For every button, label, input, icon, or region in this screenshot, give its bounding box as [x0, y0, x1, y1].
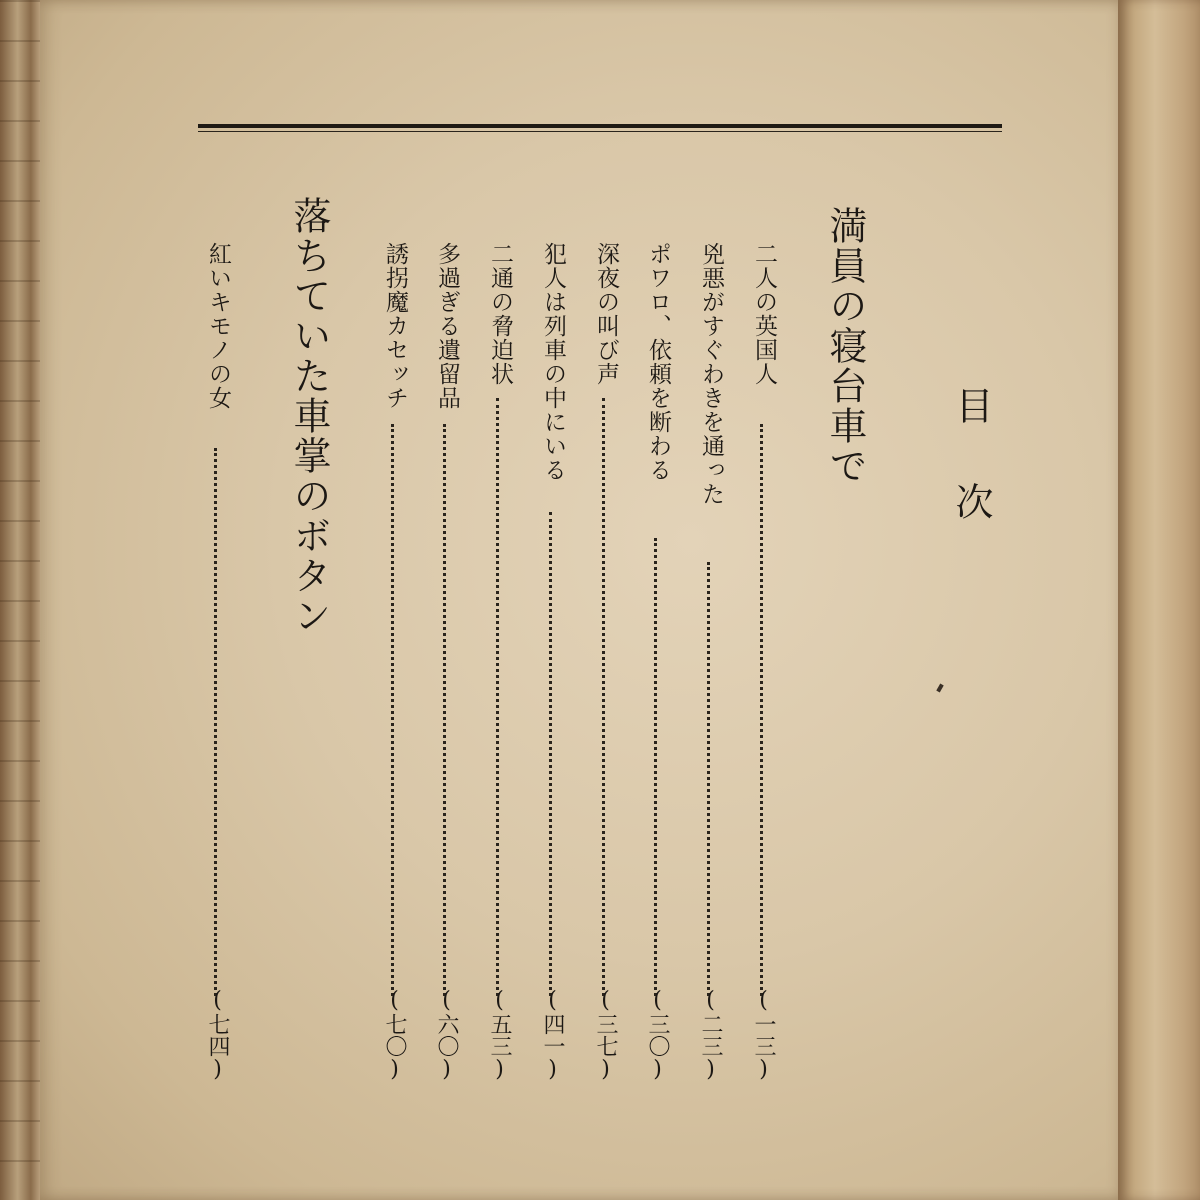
toc-entry[interactable]	[431, 242, 460, 1082]
leader-dots	[496, 398, 499, 996]
toc-entry[interactable]	[695, 242, 724, 1082]
leader-dots	[549, 512, 552, 996]
entry-label: 深夜の叫び声	[593, 242, 619, 386]
toc-entry[interactable]	[642, 242, 671, 1082]
leader-dots	[443, 424, 446, 996]
entry-label: 二人の英国人	[751, 242, 777, 386]
entry-page-number: (七四)	[205, 988, 230, 1082]
entry-label: 二通の脅迫状	[487, 242, 513, 386]
section-title: 満員の寝台車で	[823, 206, 867, 486]
toc-entry[interactable]	[202, 242, 231, 1082]
top-rule	[198, 124, 1002, 128]
book-left-edge	[0, 0, 44, 1200]
toc-entry[interactable]	[748, 242, 777, 1082]
entry-page-number: (三七)	[593, 988, 618, 1082]
toc-entry[interactable]	[484, 242, 513, 1082]
section-title: 落ちていた車掌のボタン	[287, 196, 331, 636]
entry-page-number: (四一)	[540, 988, 565, 1082]
entry-label: 兇悪がすぐわきを通った	[698, 242, 724, 506]
entry-page-number: (一三)	[751, 988, 776, 1082]
leader-dots	[707, 562, 710, 996]
leader-dots	[654, 538, 657, 996]
entry-label: ポワロ、依頼を断わる	[645, 242, 671, 482]
leader-dots	[391, 424, 394, 996]
entry-page-number: (五三)	[487, 988, 512, 1082]
top-rule-thin	[198, 131, 1002, 132]
entry-label: 誘拐魔カセッチ	[382, 242, 408, 410]
entry-page-number: (二三)	[698, 988, 723, 1082]
book-right-edge	[1118, 0, 1200, 1200]
toc-entry[interactable]	[537, 242, 566, 1082]
leader-dots	[602, 398, 605, 996]
toc-title: 目次	[949, 386, 993, 578]
toc-entry[interactable]	[590, 242, 619, 1082]
entry-label: 紅いキモノの女	[205, 242, 231, 410]
leader-dots	[760, 424, 763, 996]
toc-entry[interactable]	[379, 242, 408, 1082]
entry-page-number: (七〇)	[382, 988, 407, 1082]
entry-label: 犯人は列車の中にいる	[540, 242, 566, 482]
entry-label: 多過ぎる遺留品	[434, 242, 460, 410]
leader-dots	[214, 448, 217, 996]
entry-page-number: (六〇)	[434, 988, 459, 1082]
entry-page-number: (三〇)	[645, 988, 670, 1082]
